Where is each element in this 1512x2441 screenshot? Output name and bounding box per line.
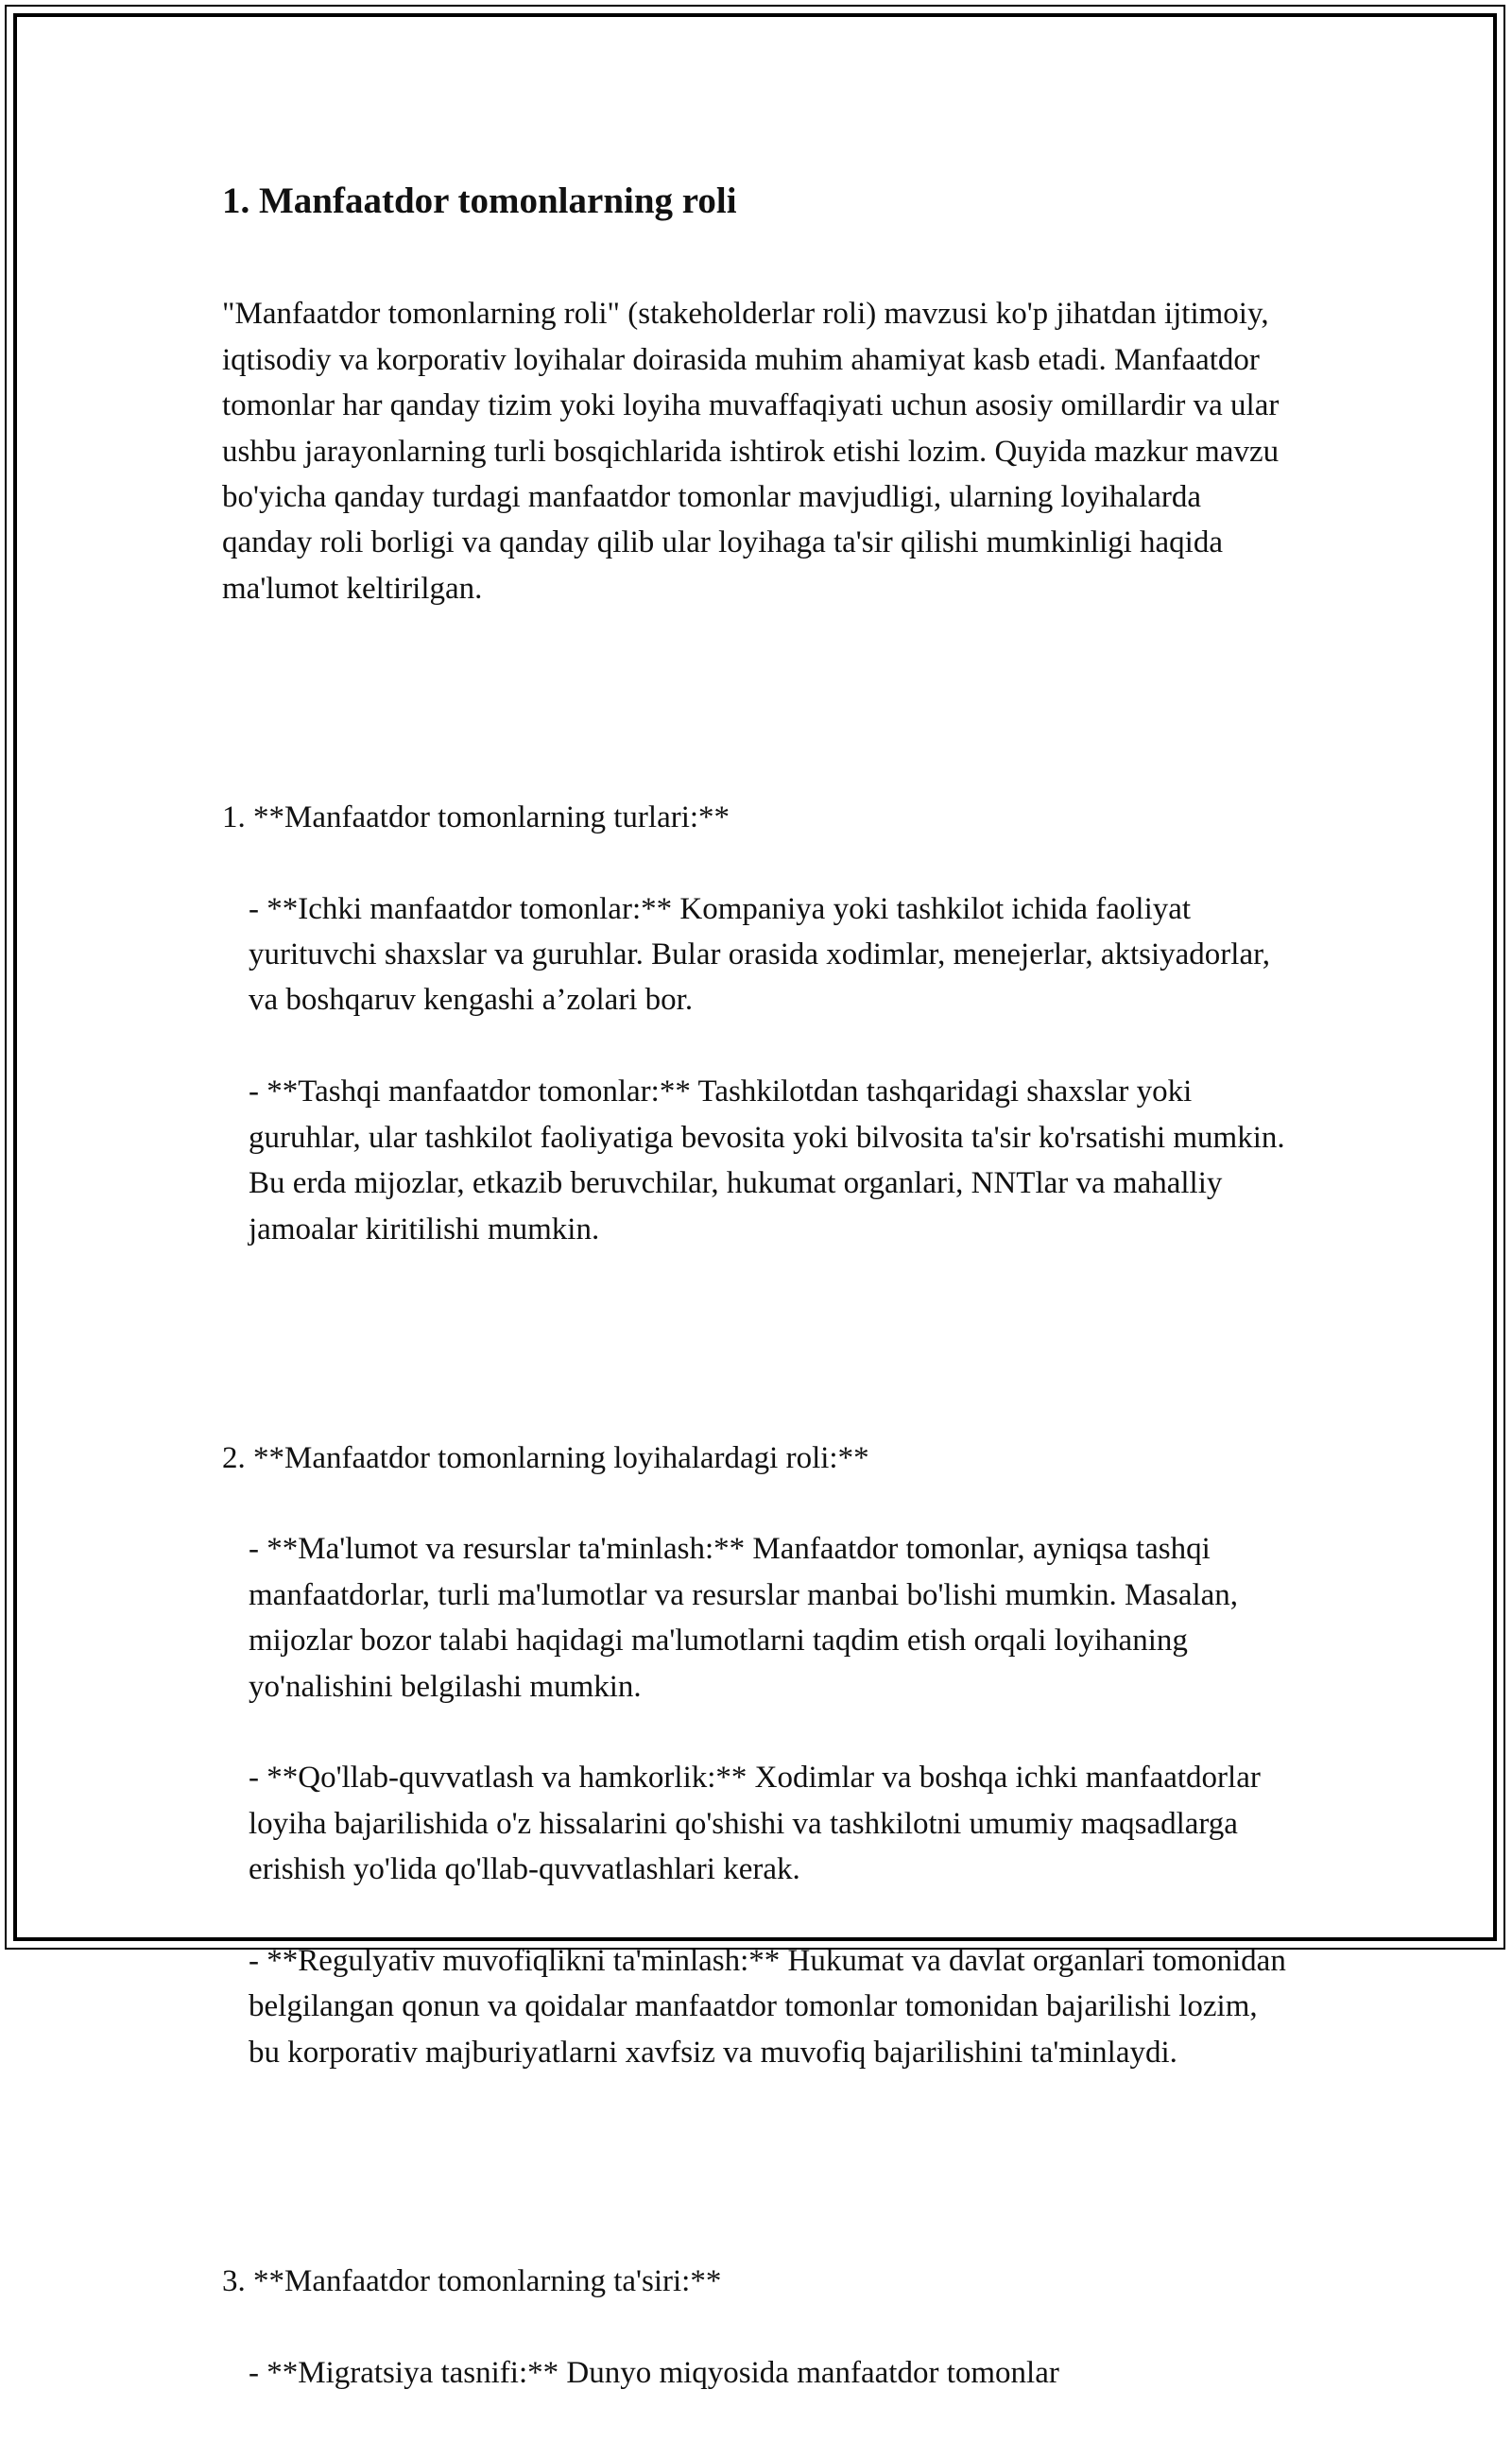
paragraph-gap [222,658,1290,703]
document-body [222,246,1290,2441]
intro-paragraph: "Manfaatdor tomonlarning roli" (stakeholderlar roli) mavzusi ko'p jihatdan ijtimoiy, iqtisodiy va korporativ loyihalar doirasida muhim ahamiyat kasb etadi. Manfaatdor tomonlar har qanday tizim yoki loyiha muvaffaqiyati uchun asosiy omillardir va ular ushbu jarayonlarning turli bosqichlarida ishtirok etishi lozim. Quyida mazkur mavzu bo'yicha qanday turdagi manfaatdor tomonlar mavjudligi, ularning loyihalarda qanday roli borligi va qanday qilib ular loyihaga ta'sir qilishi mumkinligi haqida ma'lumot keltirilgan. [222,297,1280,606]
section-heading: 3. **Manfaatdor tomonlarning ta'siri:** [222,2263,722,2298]
list-item: - **Ichki manfaatdor tomonlar:** Kompaniya yoki tashkilot ichida faoliyat yurituvchi shaxslar va guruhlar. Bular orasida xodimlar, menejerlar, aktsiyadorlar, va boshqaruv kengashi a’zolari bor. [249,891,1271,1018]
section-heading: 2. **Manfaatdor tomonlarning loyihalardagi roli:** [222,1440,869,1475]
document-title: 1. Manfaatdor tomonlarning roli [222,180,737,221]
section-heading: 1. **Manfaatdor tomonlarning turlari:** [222,799,730,834]
list-item: - **Migratsiya tasnifi:** Dunyo miqyosida manfaatdor tomonlar [249,2355,1059,2390]
list-item: - **Tashqi manfaatdor tomonlar:** Tashkilotdan tashqaridagi shaxslar yoki guruhlar, ular tashkilot faoliyatiga bevosita yoki bilvosita ta'sir ko'rsatishi mumkin. Bu erda mijozlar, etkazib beruvchilar, hukumat organlari, NNTlar va mahalliy jamoalar kiritilishi mumkin. [249,1074,1285,1246]
document-content [222,176,1290,2441]
list-item: - **Regulyativ muvofiqlikni ta'minlash:** Hukumat va davlat organlari tomonidan belgilangan qonun va qoidalar manfaatdor tomonlar tomonidan bajarilishi lozim, bu korporativ majburiyatlarni xavfsiz va muvofiq bajarilishini ta'minlaydi. [249,1944,1286,2070]
paragraph-gap [222,1298,1290,1343]
paragraph-gap [222,2122,1290,2167]
list-item: - **Qo'llab-quvvatlash va hamkorlik:** Xodimlar va boshqa ichki manfaatdorlar loyiha bajarilishida o'z hissalarini qo'shishi va tashkilotni umumiy maqsadlarga erishish yo'lida qo'llab-quvvatlashlari kerak. [249,1761,1261,1887]
list-item: - **Ma'lumot va resurslar ta'minlash:** Manfaatdor tomonlar, ayniqsa tashqi manfaatdorlar, turli ma'lumotlar va resurslar manbai bo'lishi mumkin. Masalan, mijozlar bozor talabi haqidagi ma'lumotlarni taqdim etish orqali loyihaning yo'nalishini belgilashi mumkin. [249,1532,1239,1704]
